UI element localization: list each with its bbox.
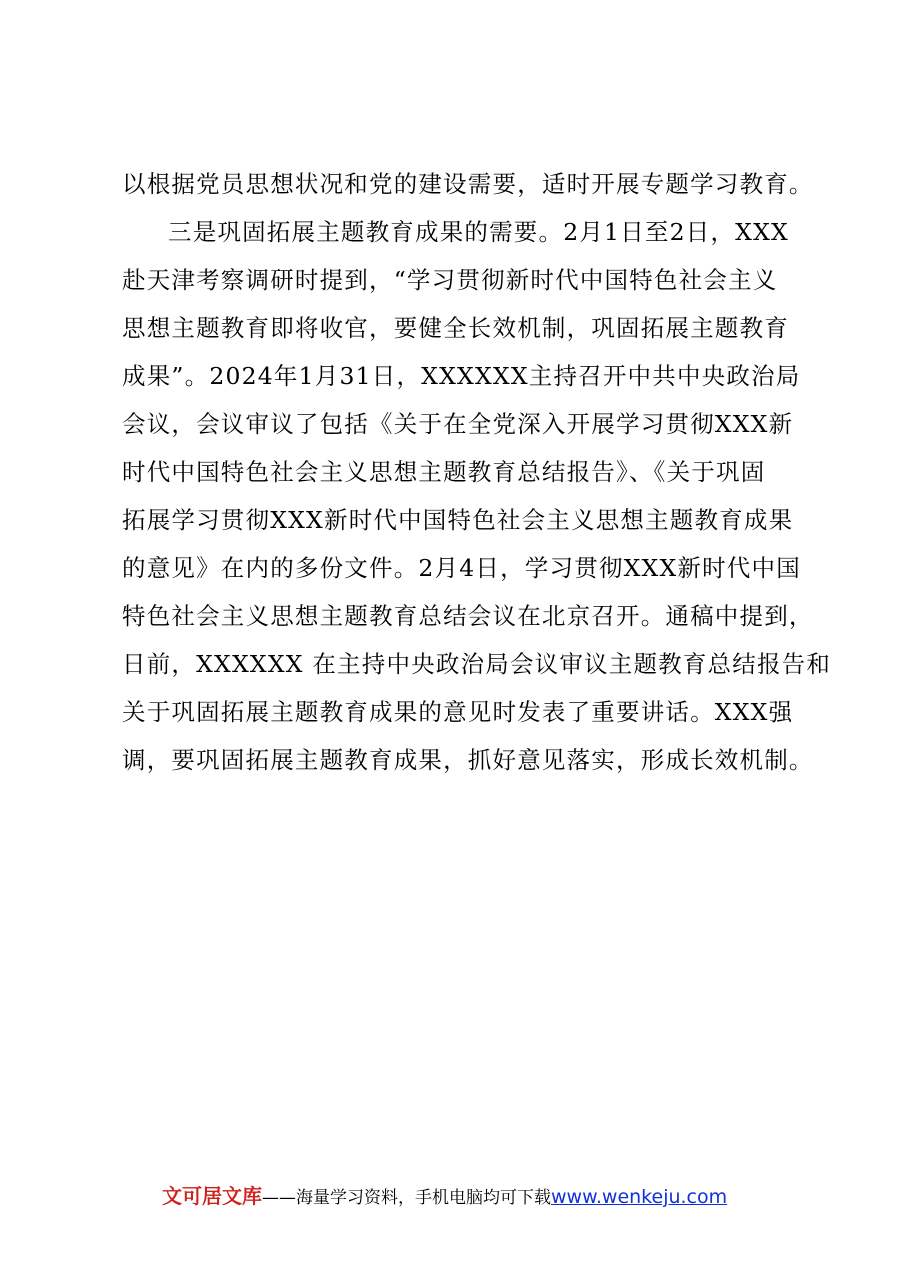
- text-line: 特色社会主义思想主题教育总结会议在北京召开。通稿中提到，: [122, 602, 814, 630]
- footer-banner: [162, 1181, 727, 1211]
- text-line: 会议，会议审议了包括《关于在全党深入开展学习贯彻XXX新: [122, 410, 794, 438]
- footer-slogan: ——海量学习资料，手机电脑均可下载: [262, 1188, 551, 1208]
- text-line: 时代中国特色社会主义思想主题教育总结报告》、《关于巩固: [122, 458, 766, 486]
- text-line: 以根据党员思想状况和党的建设需要，适时开展专题学习教育。: [122, 170, 814, 198]
- text-line: 的意见》在内的多份文件。2月4日，学习贯彻XXX新时代中国: [122, 554, 801, 582]
- text-line: 赴天津考察调研时提到，“学习贯彻新时代中国特色社会主义: [122, 266, 778, 294]
- paragraph-first-line: 三是巩固拓展主题教育成果的需要。2月1日至2日，XXX: [168, 218, 789, 246]
- text-line: 成果”。2024年1月31日，XXXXXX主持召开中共中央政治局: [122, 362, 801, 390]
- website-link[interactable]: www.wenkeju.com: [551, 1186, 728, 1208]
- text-line: 思想主题教育即将收官，要健全长效机制，巩固拓展主题教育: [122, 314, 789, 342]
- text-line: 关于巩固拓展主题教育成果的意见时发表了重要讲话。XXX强: [122, 698, 794, 726]
- text-line: 日前，XXXXXX 在主持中央政治局会议审议主题教育总结报告和: [122, 650, 832, 678]
- text-line: 拓展学习贯彻XXX新时代中国特色社会主义思想主题教育成果: [122, 506, 794, 534]
- brand-name: 文可居文库: [162, 1184, 262, 1208]
- text-line: 调，要巩固拓展主题教育成果，抓好意见落实，形成长效机制。: [122, 746, 814, 774]
